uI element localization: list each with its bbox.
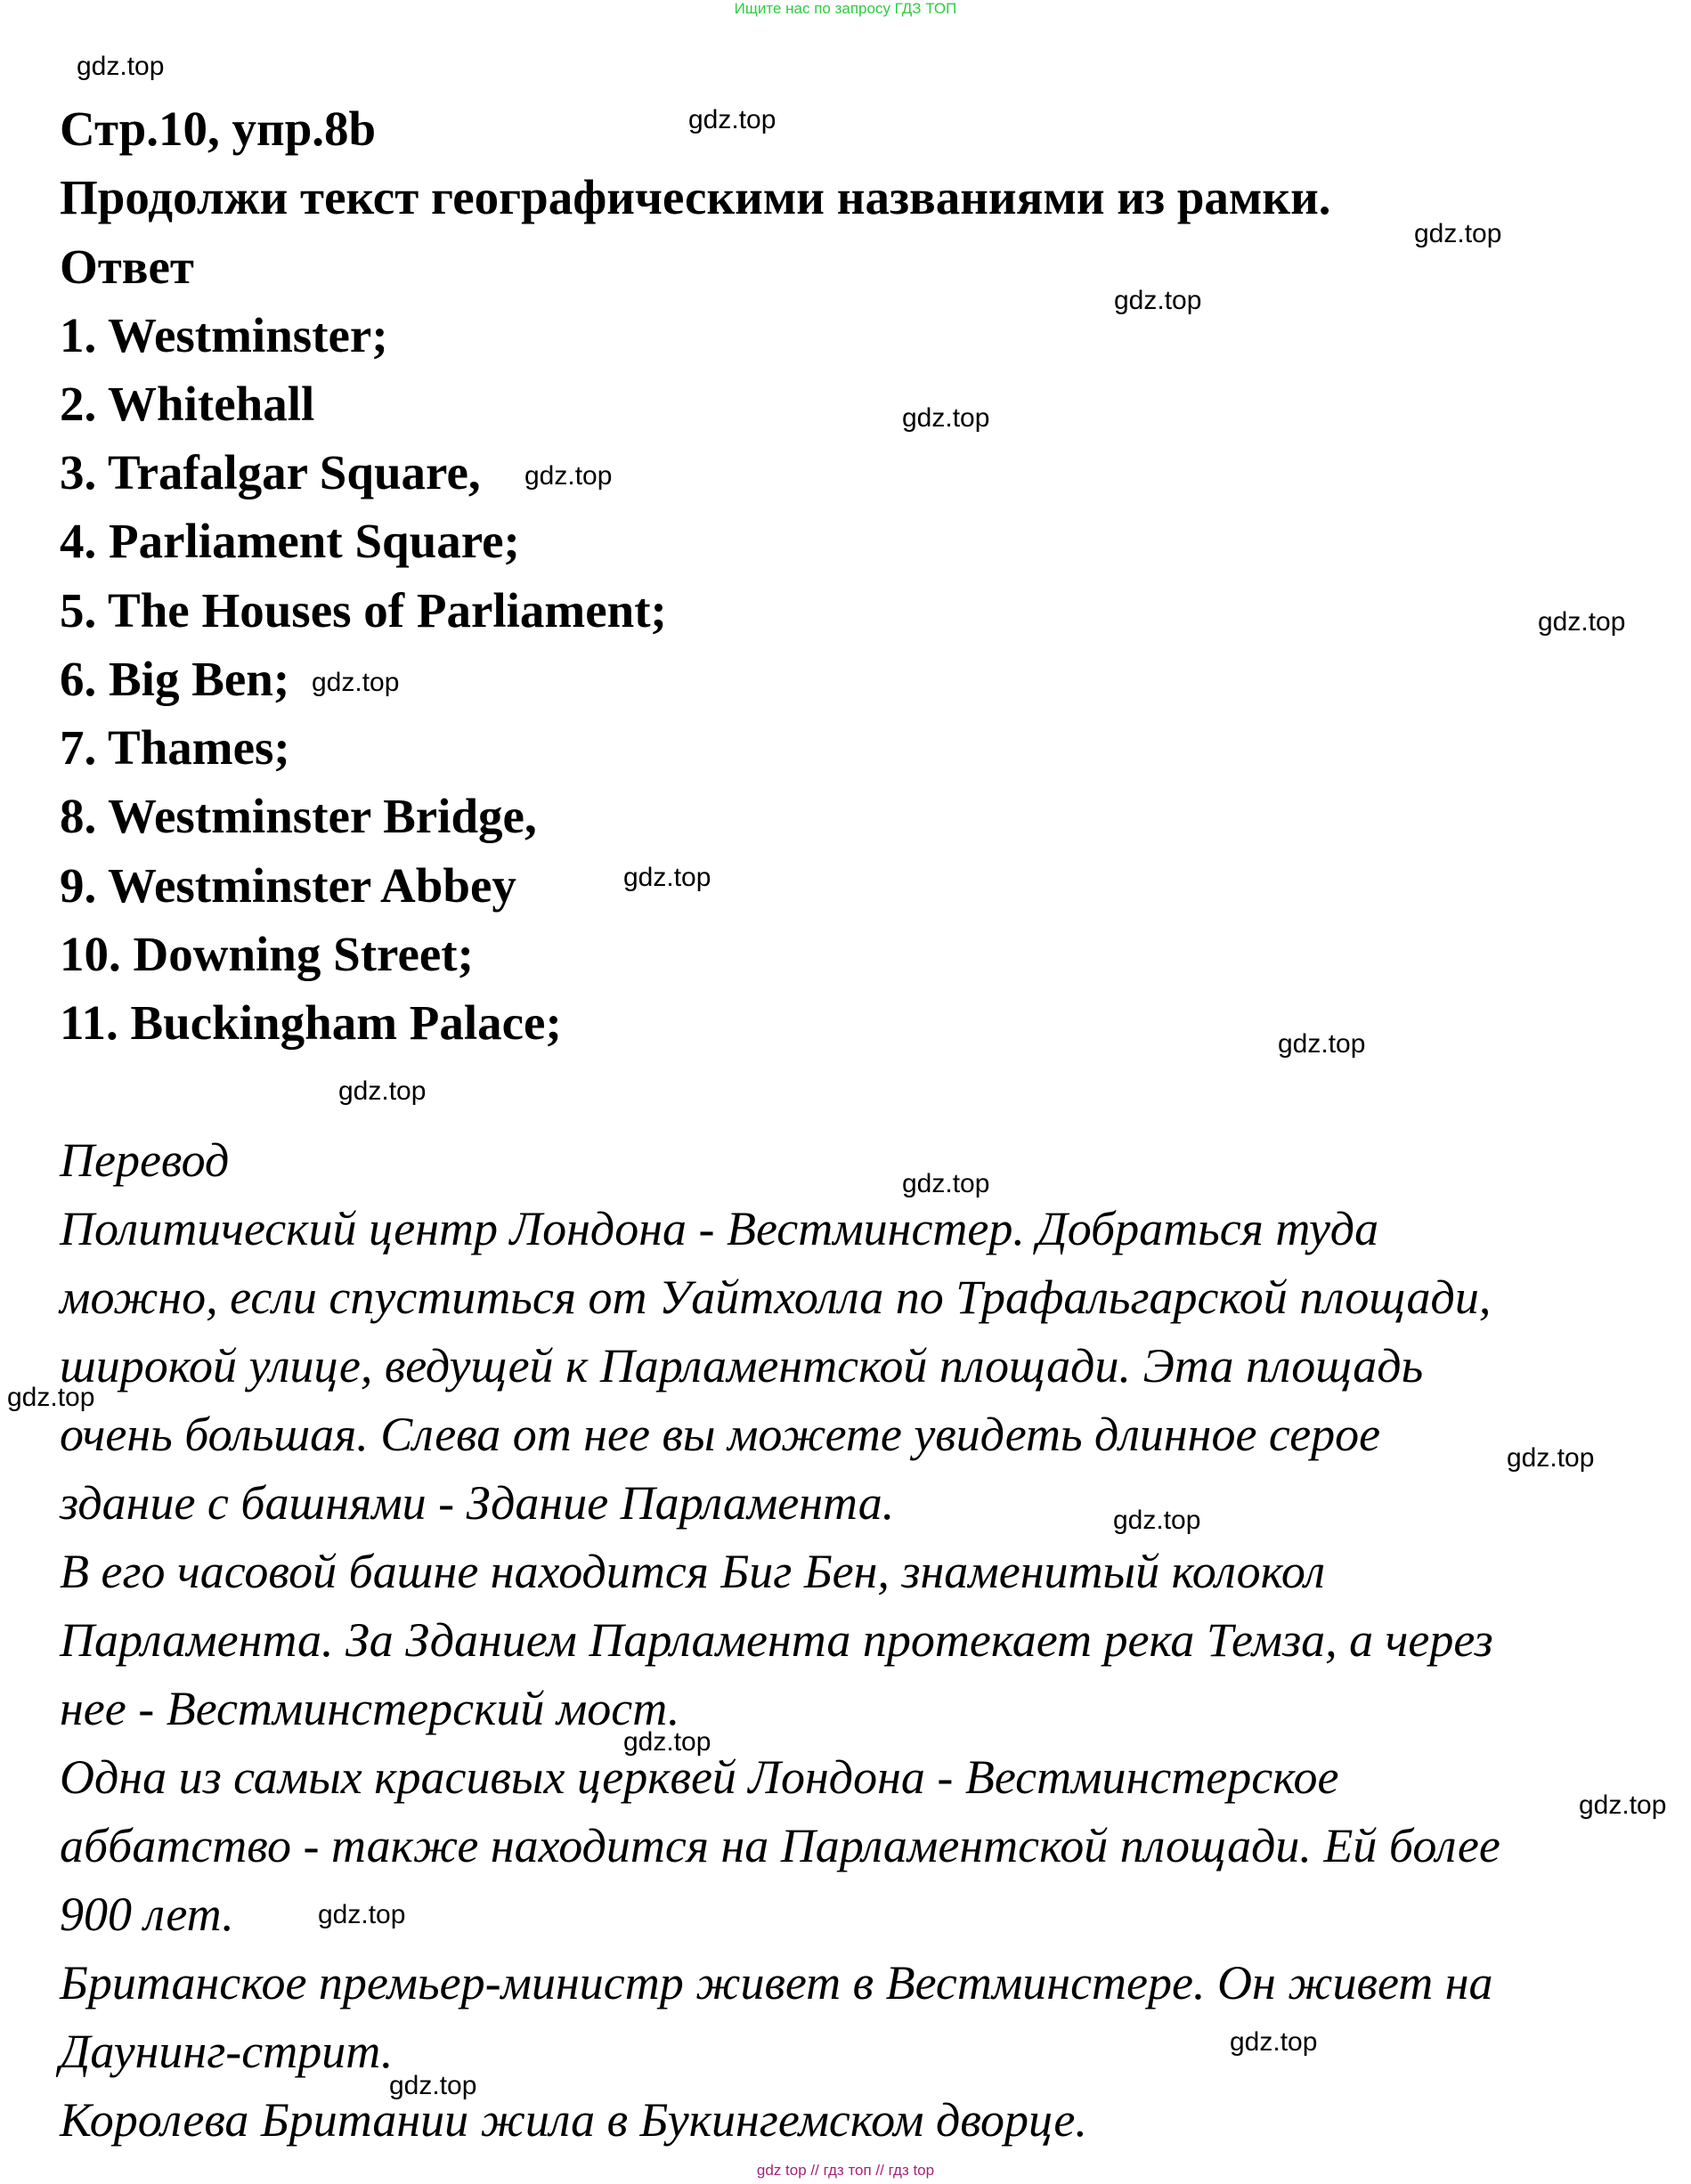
watermark: gdz.top bbox=[623, 863, 711, 892]
watermark: gdz.top bbox=[688, 105, 776, 134]
watermark: gdz.top bbox=[389, 2071, 477, 2100]
answer-item: 1. Westminster; bbox=[60, 308, 388, 362]
watermark: gdz.top bbox=[7, 1383, 95, 1412]
watermark: gdz.top bbox=[902, 403, 990, 433]
translation-line: Политический центр Лондона - Вестминстер. Добраться туда bbox=[60, 1202, 1379, 1255]
answer-item: 5. The Houses of Parliament; bbox=[60, 583, 667, 637]
translation-line: В его часовой башне находится Биг Бен, знаменитый колокол bbox=[60, 1545, 1326, 1598]
answer-item: 2. Whitehall bbox=[60, 377, 315, 431]
translation-line: здание с башнями - Здание Парламента. bbox=[60, 1476, 895, 1530]
answer-item: 10. Downing Street; bbox=[60, 927, 474, 981]
translation-line: Парламента. За Зданием Парламента протекает река Темза, а через bbox=[60, 1613, 1493, 1667]
translation-line: Даунинг-стрит. bbox=[60, 2025, 394, 2078]
translation-line: Британское премьер-министр живет в Вестминстере. Он живет на bbox=[60, 1956, 1493, 2009]
footer-watermark: gdz top // гдз топ // гдз top bbox=[756, 2162, 935, 2179]
watermark: gdz.top bbox=[1414, 219, 1502, 248]
answer-label: Ответ bbox=[60, 240, 194, 294]
watermark: gdz.top bbox=[312, 668, 400, 697]
answer-item: 11. Buckingham Palace; bbox=[60, 995, 562, 1050]
watermark: gdz.top bbox=[1538, 607, 1626, 637]
search-hint: Ищите нас по запросу ГДЗ ТОП bbox=[734, 0, 957, 17]
translation-line: можно, если спуститься от Уайтхолла по Трафальгарской площади, bbox=[60, 1271, 1492, 1324]
watermark: gdz.top bbox=[1278, 1029, 1366, 1059]
translation-line: широкой улице, ведущей к Парламентской площади. Эта площадь bbox=[60, 1339, 1424, 1392]
answer-item: 8. Westminster Bridge, bbox=[60, 789, 537, 843]
watermark: gdz.top bbox=[1579, 1790, 1667, 1820]
translation-line: аббатство - также находится на Парламентской площади. Ей более bbox=[60, 1819, 1500, 1872]
watermark: gdz.top bbox=[524, 461, 613, 491]
watermark: gdz.top bbox=[902, 1169, 990, 1198]
task-title: Продолжи текст географическими названиями из рамки. bbox=[60, 170, 1331, 224]
translation-line: Одна из самых красивых церквей Лондона - Вестминстерское bbox=[60, 1750, 1339, 1804]
watermark: gdz.top bbox=[77, 52, 165, 81]
answer-item: 9. Westminster Abbey bbox=[60, 858, 516, 913]
watermark: gdz.top bbox=[1230, 2027, 1318, 2057]
translation-line: нее - Вестминстерский мост. bbox=[60, 1682, 680, 1735]
watermark: gdz.top bbox=[1113, 1506, 1201, 1535]
watermark: gdz.top bbox=[318, 1900, 406, 1929]
answer-item: 3. Trafalgar Square, bbox=[60, 445, 481, 499]
watermark: gdz.top bbox=[1507, 1443, 1595, 1473]
translation-line: очень большая. Слева от нее вы можете увидеть длинное серое bbox=[60, 1408, 1381, 1461]
translation-line: 900 лет. bbox=[60, 1888, 234, 1941]
page-reference: Стр.10, упр.8b bbox=[60, 101, 377, 156]
translation-label: Перевод bbox=[60, 1133, 230, 1187]
translation-line: Королева Британии жила в Букингемском дворце. bbox=[60, 2093, 1087, 2147]
answer-item: 4. Parliament Square; bbox=[60, 514, 520, 568]
watermark: gdz.top bbox=[623, 1727, 711, 1757]
answer-item: 6. Big Ben; bbox=[60, 652, 290, 706]
watermark: gdz.top bbox=[338, 1076, 427, 1106]
watermark: gdz.top bbox=[1114, 286, 1202, 315]
answer-item: 7. Thames; bbox=[60, 720, 290, 775]
